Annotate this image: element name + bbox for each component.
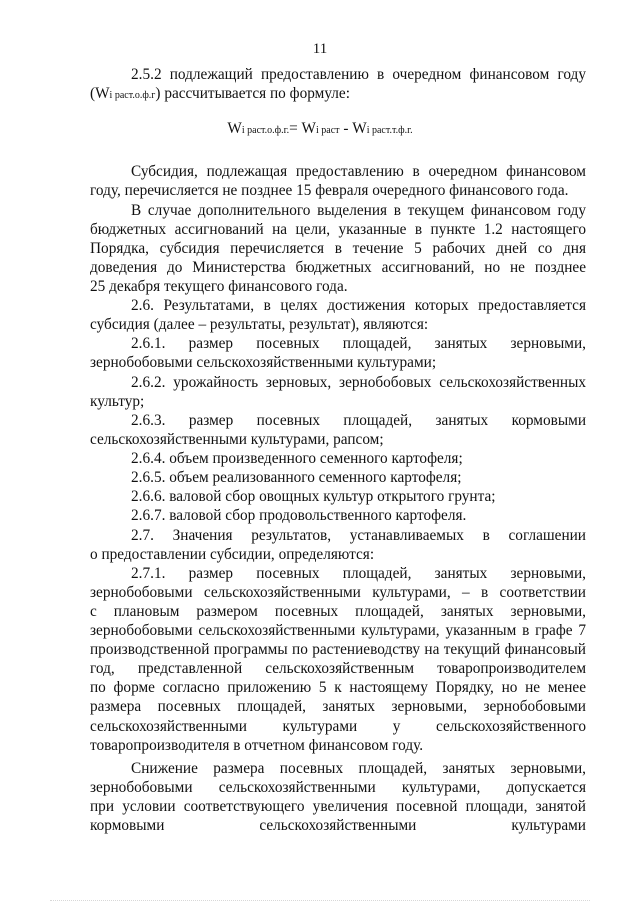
text-line: с плановым размером посевных площадей, занятых зерновыми,: [90, 603, 586, 620]
text-line: В случае дополнительного выделения в текущем финансовом году: [131, 202, 586, 219]
text-line: 2.6.1. размер посевных площадей, занятых зерновыми,: [131, 335, 586, 352]
text-line: субсидия (далее – результаты, результат), являются:: [90, 316, 429, 333]
text-line: году, перечисляется не позднее 15 февраля очередного финансового года.: [90, 182, 569, 199]
text-line: сельскохозяйственными культурами у сельскохозяйственного: [90, 718, 586, 735]
text-line: 2.6.2. урожайность зерновых, зернобобовых сельскохозяйственных: [131, 374, 586, 391]
text-line: кормовыми сельскохозяйственными культурами: [90, 817, 586, 834]
text-line: товаропроизводителя в отчетном финансовом году.: [90, 737, 424, 754]
text-line: сельскохозяйственными культурами, рапсом;: [90, 431, 384, 448]
text-line: производственной программы по растениеводству на текущий финансовый: [90, 641, 586, 658]
text-line: 2.6.4. объем произведенного семенного картофеля;: [131, 450, 463, 467]
text-line: 2.6.5. объем реализованного семенного картофеля;: [131, 469, 462, 486]
text-line: 2.6. Результатами, в целях достижения которых предоставляется: [131, 297, 586, 314]
text-line: Порядка, субсидия перечисляется в течение 5 рабочих дней со дня: [90, 240, 586, 257]
text-line: бюджетных ассигнований на цели, указанные в пункте 1.2 настоящего: [90, 221, 586, 238]
text-line: зернобобовыми сельскохозяйственными культурами, – в соответствии: [90, 584, 586, 601]
text-line: 2.7. Значения результатов, устанавливаемых в соглашении: [131, 527, 586, 544]
text-line: 2.6.7. валовой сбор продовольственного картофеля.: [131, 507, 467, 524]
text-line: 2.6.6. валовой сбор овощных культур открытого грунта;: [131, 488, 496, 505]
text-line: зернобобовыми сельскохозяйственными культурами, указанным в графе 7: [90, 622, 586, 639]
formula-intro-line-1: 2.5.2 подлежащий предоставлению в очередном финансовом году: [131, 66, 586, 83]
text-line: 2.6.3. размер посевных площадей, занятых кормовыми: [131, 412, 586, 429]
formula: Wi раст.о.ф.г.= Wi раст - Wi раст.т.ф.г.: [227, 120, 413, 137]
text-line: о предоставлении субсидии, определяются:: [90, 546, 375, 563]
text-line: при условии соответствующего увеличения посевной площади, занятой: [90, 798, 586, 815]
text-line: размера посевных площадей, занятых зерновыми, зернобобовыми: [90, 698, 586, 715]
text-line: культур;: [90, 393, 145, 410]
text-line: 2.7.1. размер посевных площадей, занятых зерновыми,: [131, 565, 586, 582]
text-line: зернобобовыми сельскохозяйственными культурами;: [90, 354, 437, 371]
scan-edge: [50, 899, 590, 901]
text-line: год, представленной сельскохозяйственным товаропроизводителем: [90, 660, 586, 677]
text-line: 25 декабря текущего финансового года.: [90, 278, 348, 295]
page-number: 11: [312, 41, 328, 57]
formula-intro-line-2: (Wi раст.о.ф.г) рассчитывается по формуле:: [90, 85, 350, 102]
text-line: по форме согласно приложению 5 к настоящему Порядку, но не менее: [90, 679, 586, 696]
text-line: зернобобовыми сельскохозяйственными культурами, допускается: [90, 779, 586, 796]
text-line: Снижение размера посевных площадей, занятых зерновыми,: [131, 760, 586, 777]
text-line: Субсидия, подлежащая предоставлению в очередном финансовом: [131, 163, 586, 180]
text-line: доведения до Министерства бюджетных ассигнований, но не позднее: [90, 259, 586, 276]
